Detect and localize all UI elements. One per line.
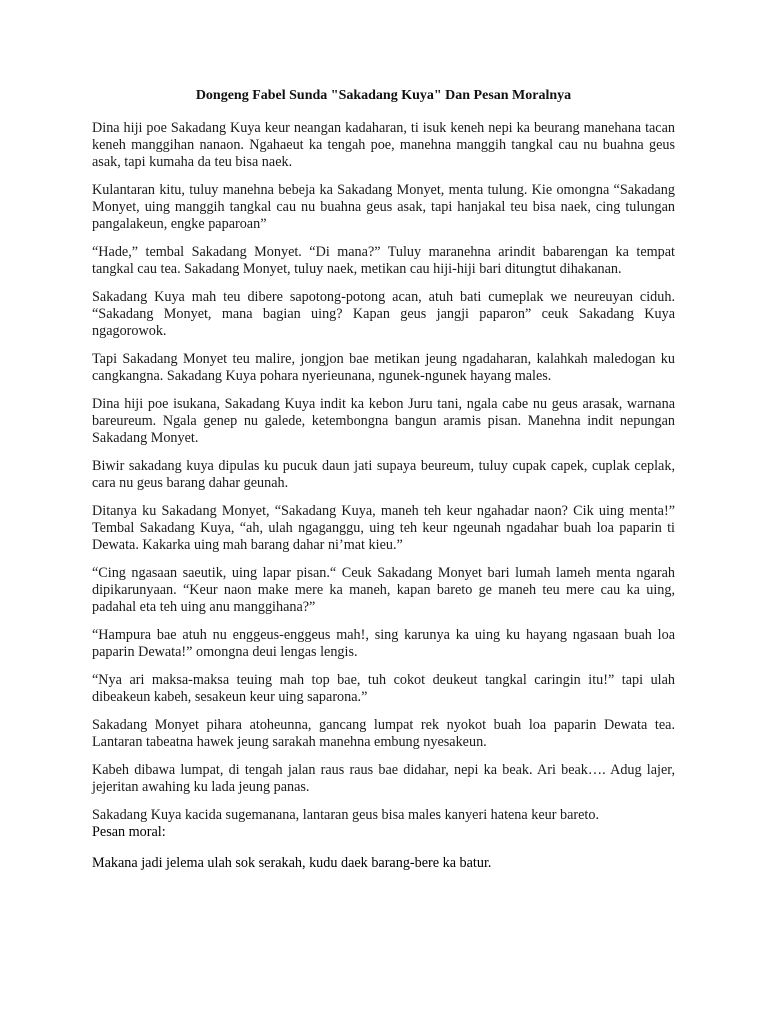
document-title: Dongeng Fabel Sunda "Sakadang Kuya" Dan Pesan Moralnya [195, 88, 572, 103]
story-paragraph: Kulantaran kitu, tuluy manehna bebeja ka Sakadang Monyet, menta tulung. Kie omongna “Sakadang Monyet, uing manggih tangkal cau nu buahna geus asak, tapi hanjakal teu bisa naek, cing tulungan pangalakeun, engke paparoan” [92, 182, 675, 232]
moral-text: Makana jadi jelema ulah sok serakah, kudu daek barang-bere ka batur. [92, 855, 492, 871]
story-paragraph: “Hade,” tembal Sakadang Monyet. “Di mana?” Tuluy maranehna arindit babarengan ka tempat tangkal cau tea. Sakadang Monyet, tuluy naek, metikan cau hiji-hiji bari ditungtut dihakanan. [92, 244, 675, 277]
story-paragraph: Biwir sakadang kuya dipulas ku pucuk daun jati supaya beureum, tuluy cupak capek, cuplak ceplak, cara nu geus barang dahar geunah. [92, 458, 675, 491]
story-paragraph: Sakadang Kuya mah teu dibere sapotong-potong acan, atuh bati cumeplak we neureuyan ciduh. “Sakadang Monyet, mana bagian uing? Kapan geus jangji paparon” ceuk Sakadang Kuya ngagorowok. [92, 289, 675, 339]
moral-heading: Pesan moral: [92, 824, 166, 840]
document-body [92, 86, 675, 872]
story-paragraph: “Nya ari maksa-maksa teuing mah top bae, tuh cokot deukeut tangkal caringin itu!” tapi ulah dibeakeun kabeh, sesakeun keur uing saparona.” [92, 672, 675, 705]
story-paragraph: Dina hiji poe isukana, Sakadang Kuya indit ka kebon Juru tani, ngala cabe nu geus arasak, warnana bareureum. Ngala genep nu galede, ketembongna bangun aramis pisan. Manehna indit nepungan Sakadang Monyet. [92, 396, 675, 446]
story-paragraph: Dina hiji poe Sakadang Kuya keur neangan kadaharan, ti isuk keneh nepi ka beurang manehana tacan keneh manggihan nanaon. Ngahaeut ka tengah poe, manehna manggih tangkal cau nu buahna geus asak, tapi kumaha da teu bisa naek. [92, 120, 675, 170]
story-paragraph: Kabeh dibawa lumpat, di tengah jalan raus raus bae didahar, nepi ka beak. Ari beak…. Adug lajer, jejeritan awahing ku lada jeung panas. [92, 762, 675, 795]
story-paragraph: Tapi Sakadang Monyet teu malire, jongjon bae metikan jeung ngadaharan, kalahkah maledogan ku cangkangna. Sakadang Kuya pohara nyerieunana, ngunek-ngunek hayang males. [92, 351, 675, 384]
story-paragraph: “Hampura bae atuh nu enggeus-enggeus mah!, sing karunya ka uing ku hayang ngasaan buah loa paparin Dewata!” omongna deui lengas lengis. [92, 627, 675, 660]
story-paragraph: Ditanya ku Sakadang Monyet, “Sakadang Kuya, maneh teh keur ngahadar naon? Cik uing menta!” Tembal Sakadang Kuya, “ah, ulah ngaganggu, uing teh keur ngeunah ngadahar buah loa paparin ti Dewata. Kakarka uing mah barang dahar ni’mat kieu.” [92, 503, 675, 553]
story-paragraph: Sakadang Monyet pihara atoheunna, gancang lumpat rek nyokot buah loa paparin Dewata tea. Lantaran tabeatna hawek jeung sarakah manehna embung nyesakeun. [92, 717, 675, 750]
story-paragraph: Sakadang Kuya kacida sugemanana, lantaran geus bisa males kanyeri hatena keur bareto. [92, 807, 599, 823]
story-paragraph: “Cing ngasaan saeutik, uing lapar pisan.“ Ceuk Sakadang Monyet bari lumah lameh menta ngarah dipikarunyaan. “Keur naon make mere ka maneh, kapan bareto ge maneh teu mere cau ka uing, padahal eta teh uing anu manggihana?” [92, 565, 675, 615]
